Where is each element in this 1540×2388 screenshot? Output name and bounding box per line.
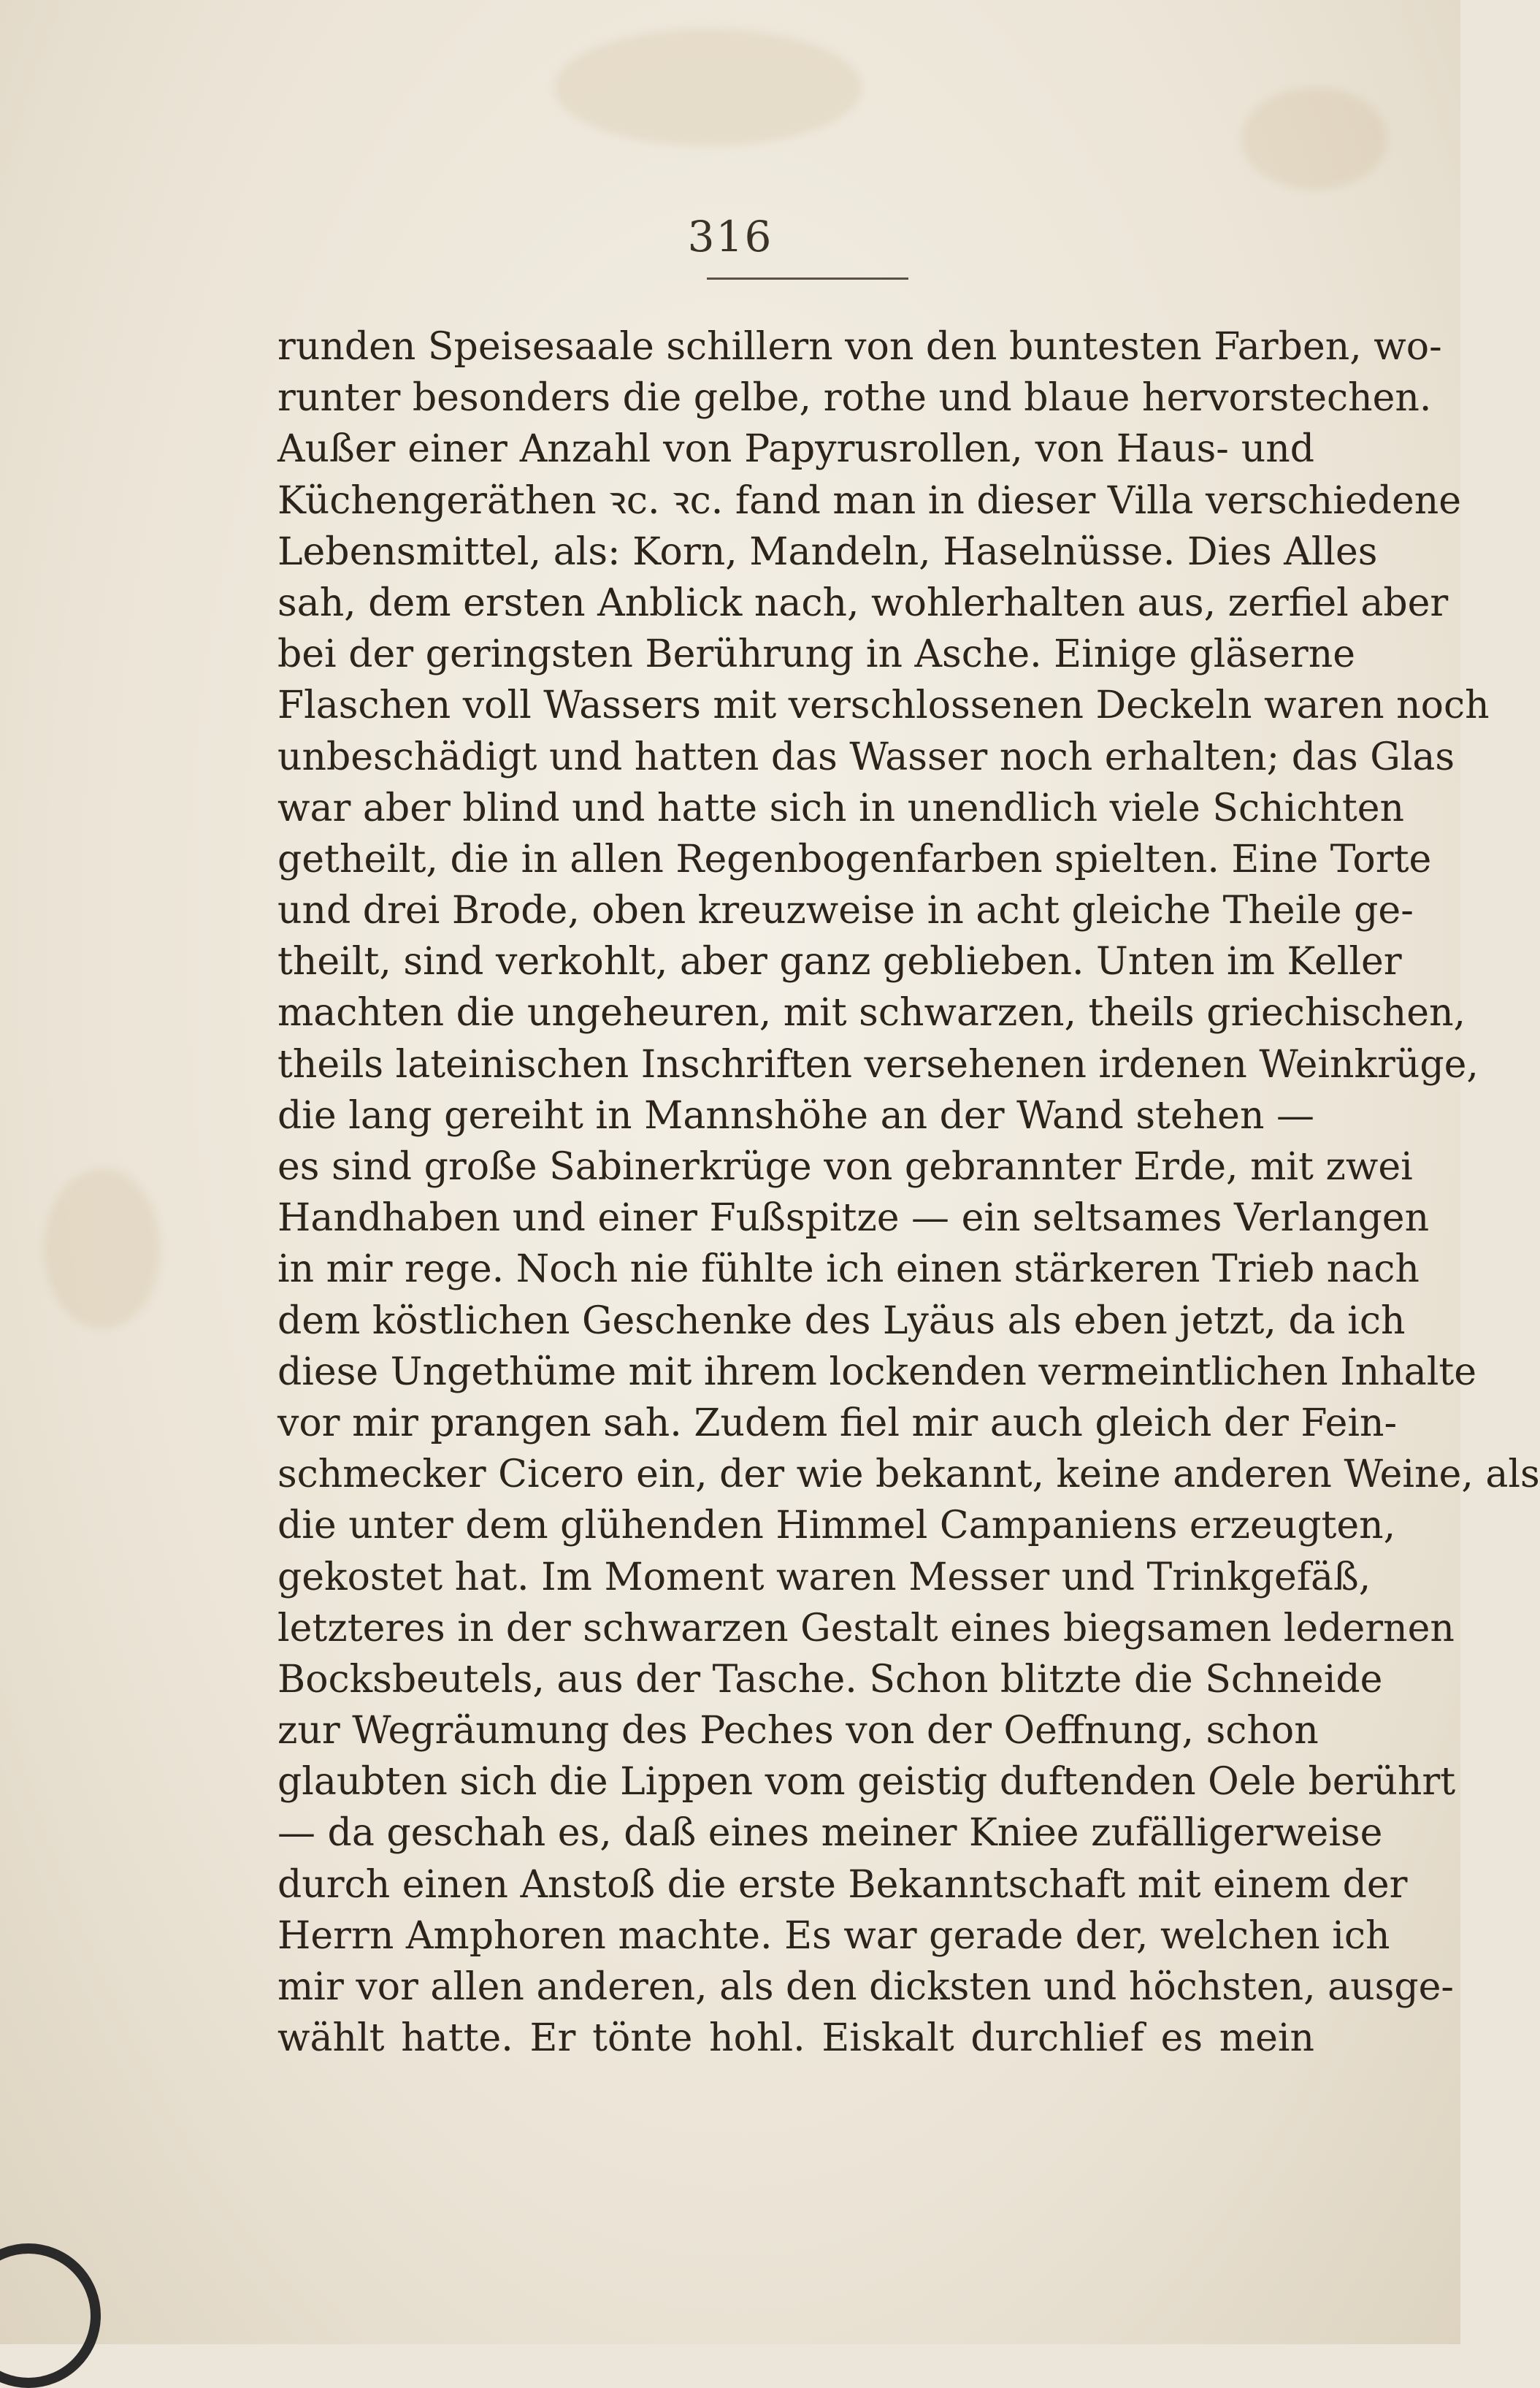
text-line: Flaschen voll Wassers mit verschlossenen Deckeln waren noch [277, 684, 1490, 728]
text-line: vor mir prangen sah. Zudem fiel mir auch gleich der Fein- [277, 1401, 1398, 1445]
text-line: diese Ungethüme mit ihrem lockenden vermeintlichen Inhalte [277, 1350, 1477, 1394]
text-line: glaubten sich die Lippen vom geistig duftenden Oele berührt [277, 1760, 1456, 1805]
header-rule [707, 278, 908, 280]
page-corner-shadow [0, 2243, 101, 2388]
text-line: machten die ungeheuren, mit schwarzen, theils griechischen, [277, 991, 1466, 1036]
text-line: Küchengeräthen ꝛc. ꝛc. fand man in dieser Villa verschiedene [277, 478, 1462, 523]
text-line: in mir rege. Noch nie fühlte ich einen stärkeren Trieb nach [277, 1247, 1420, 1292]
text-line: sah, dem ersten Anblick nach, wohlerhalten aus, zerfiel aber [277, 581, 1449, 625]
text-line: unbeschädigt und hatten das Wasser noch erhalten; das Glas [277, 735, 1455, 779]
text-line: Handhaben und einer Fußspitze — ein seltsames Verlangen [277, 1196, 1430, 1241]
text-line: schmecker Cicero ein, der wie bekannt, keine anderen Weine, als [277, 1453, 1540, 1497]
page-number: 316 [687, 212, 773, 261]
text-line: — da geschah es, daß eines meiner Kniee zufälligerweise [277, 1811, 1383, 1856]
paper-stain [555, 29, 862, 146]
text-line: mir vor allen anderen, als den dicksten und höchsten, ausge- [277, 1965, 1454, 2009]
text-line: getheilt, die in allen Regenbogenfarben spielten. Eine Torte [277, 837, 1432, 881]
text-line: Außer einer Anzahl von Papyrusrollen, von Haus- und [277, 427, 1314, 472]
text-line: die unter dem glühenden Himmel Campaniens erzeugten, [277, 1504, 1396, 1548]
text-line: gekostet hat. Im Moment waren Messer und Trinkgefäß, [277, 1555, 1371, 1599]
text-line: runden Speisesaale schillern von den buntesten Farben, wo- [277, 325, 1442, 369]
text-line: runter besonders die gelbe, rothe und blaue hervorstechen. [277, 376, 1432, 421]
text-line: durch einen Anstoß die erste Bekanntschaft mit einem der [277, 1862, 1408, 1907]
text-line: zur Wegräumung des Peches von der Oeffnung, schon [277, 1709, 1319, 1753]
body-text [277, 321, 1540, 2064]
text-line: war aber blind und hatte sich in unendlich viele Schichten [277, 786, 1404, 830]
text-line: bei der geringsten Berührung in Asche. Einige gläserne [277, 632, 1355, 677]
text-line: und drei Brode, oben kreuzweise in acht gleiche Theile ge- [277, 889, 1414, 933]
text-line: theils lateinischen Inschriften versehenen irdenen Weinkrüge, [277, 1042, 1479, 1087]
text-line: wählt hatte. Er tönte hohl. Eiskalt durchlief es mein [277, 2016, 1314, 2061]
paper-stain [44, 1168, 161, 1329]
text-line: theilt, sind verkohlt, aber ganz geblieben. Unten im Keller [277, 940, 1402, 984]
text-line: es sind große Sabinerkrüge von gebrannter Erde, mit zwei [277, 1145, 1413, 1189]
text-line: Herrn Amphoren machte. Es war gerade der, welchen ich [277, 1913, 1390, 1958]
text-line: Bocksbeutels, aus der Tasche. Schon blitzte die Schneide [277, 1657, 1383, 1702]
text-line: letzteres in der schwarzen Gestalt eines biegsamen ledernen [277, 1606, 1455, 1650]
text-line: Lebensmittel, als: Korn, Mandeln, Haselnüsse. Dies Alles [277, 529, 1378, 574]
text-line: dem köstlichen Geschenke des Lyäus als eben jetzt, da ich [277, 1298, 1406, 1343]
text-line: die lang gereiht in Mannshöhe an der Wand stehen — [277, 1093, 1314, 1138]
paper-stain [1241, 88, 1387, 190]
